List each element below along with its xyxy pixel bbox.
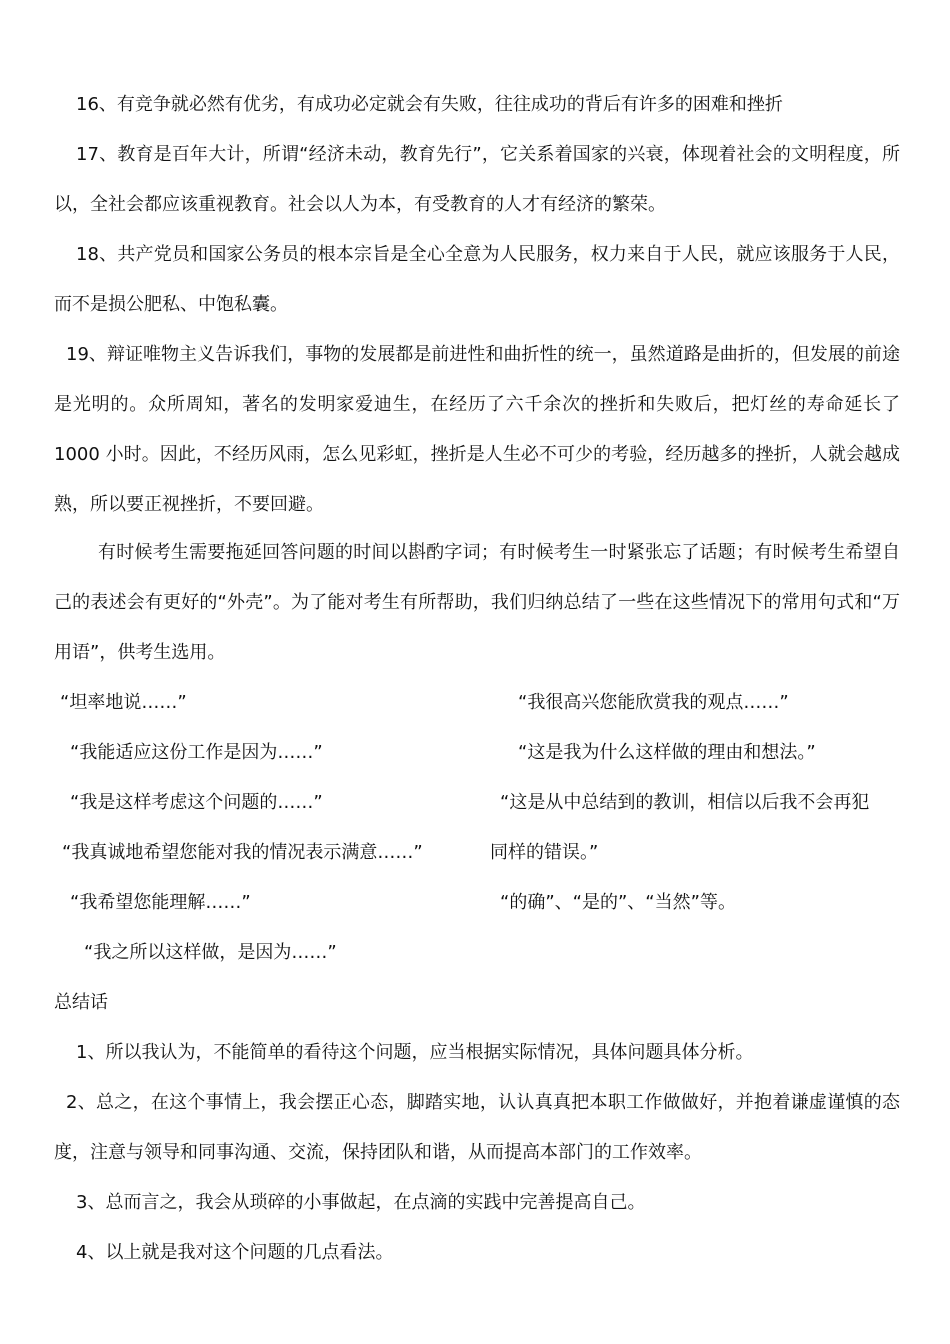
summary-4: 4、以上就是我对这个问题的几点看法。 [76,1242,394,1263]
phrase-right-4: 同样的错误。” [490,842,599,863]
phrase-left-2: “我能适应这份工作是因为……” [70,742,323,763]
phrase-left-4: “我真诚地希望您能对我的情况表示满意……” [62,842,423,863]
phrase-left-1: “坦率地说……” [60,692,187,713]
summary-3: 3、总而言之，我会从琐碎的小事做起，在点滴的实践中完善提高自己。 [76,1192,646,1213]
phrase-left-3: “我是这样考虑这个问题的……” [70,792,323,813]
phrase-left-5: “我希望您能理解……” [70,892,251,913]
point-19: 19、辩证唯物主义告诉我们，事物的发展都是前进性和曲折性的统一，虽然道路是曲折的，但发展的前途是光明的。众所周知，著名的发明家爱迪生，在经历了六千余次的挫折和失败后，把灯丝的寿命延长了 1000 小时。因此，不经历风雨，怎么见彩虹，挫折是人生必不可少的考验，经历越多的挫折，人就会越成熟，所以要正视挫折，不要回避。 [54,344,900,515]
intro-paragraph: 有时候考生需要拖延回答问题的时间以斟酌字词；有时候考生一时紧张忘了话题；有时候考生希望自己的表述会有更好的“外壳”。为了能对考生有所帮助，我们归纳总结了一些在这些情况下的常用句式和“万用语”，供考生选用。 [54,542,900,663]
point-16: 16、有竞争就必然有优劣，有成功必定就会有失败，往往成功的背后有许多的困难和挫折 [76,94,783,115]
phrase-left-6: “我之所以这样做，是因为……” [84,942,337,963]
phrase-right-1: “我很高兴您能欣赏我的观点……” [518,692,789,713]
summary-2: 2、总之，在这个事情上，我会摆正心态，脚踏实地，认认真真把本职工作做做好，并抱着谦虚谨慎的态度，注意与领导和同事沟通、交流，保持团队和谐，从而提高本部门的工作效率。 [54,1092,900,1163]
point-17: 17、教育是百年大计，所谓“经济未动，教育先行”，它关系着国家的兴衰，体现着社会的文明程度，所以，全社会都应该重视教育。社会以人为本，有受教育的人才有经济的繁荣。 [54,144,900,215]
phrase-right-5: “的确”、“是的”、“当然”等。 [500,892,736,913]
point-18: 18、共产党员和国家公务员的根本宗旨是全心全意为人民服务，权力来自于人民，就应该服务于人民，而不是损公肥私、中饱私囊。 [54,244,900,315]
summary-heading: 总结话 [54,992,108,1013]
summary-1: 1、所以我认为，不能简单的看待这个问题，应当根据实际情况，具体问题具体分析。 [76,1042,754,1063]
phrase-right-3: “这是从中总结到的教训，相信以后我不会再犯 [500,792,870,813]
phrase-right-2: “这是我为什么这样做的理由和想法。” [518,742,816,763]
